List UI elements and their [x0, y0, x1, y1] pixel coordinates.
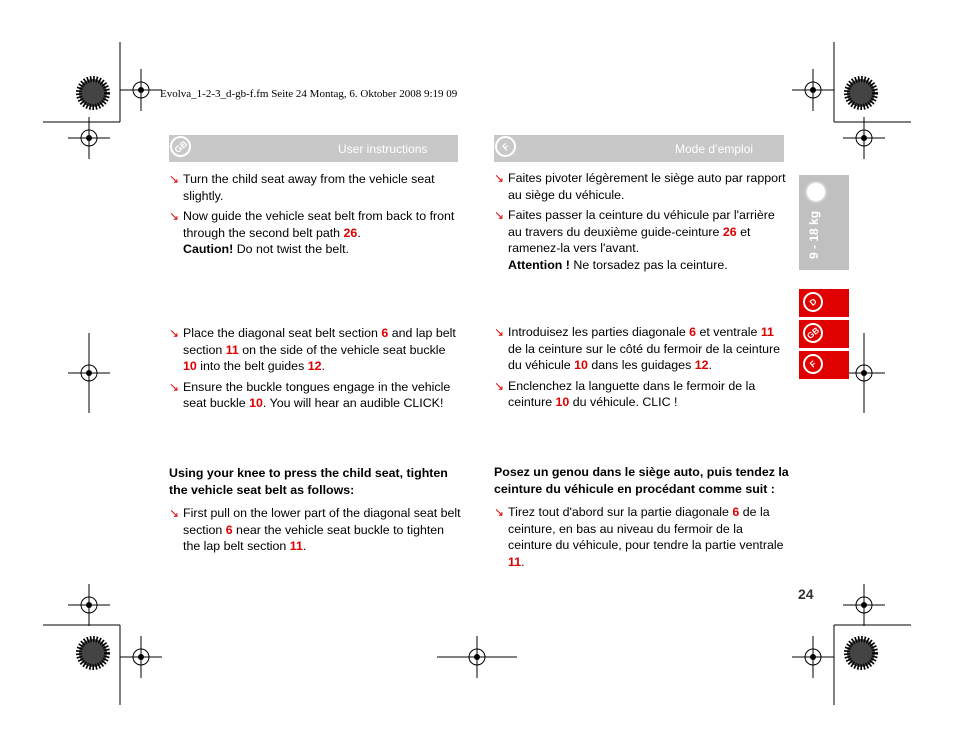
section-title: Mode d’emploi — [675, 142, 754, 156]
language-badge-gb: GB — [799, 319, 827, 347]
arrow-bullet-icon: ↘ — [494, 505, 505, 519]
page-number: 24 — [798, 586, 814, 602]
arrow-bullet-icon: ↘ — [169, 172, 180, 186]
weight-group-label: 9 - 18 kg — [807, 210, 821, 259]
file-info: Evolva_1-2-3_d-gb-f.fm Seite 24 Montag, 6. Oktober 2008 9:19 09 — [160, 88, 458, 100]
lang-tab-gb[interactable] — [799, 320, 849, 348]
arrow-bullet-icon: ↘ — [169, 506, 180, 520]
language-badge-d: D — [799, 288, 827, 316]
caution-label: Caution! — [183, 242, 234, 257]
instructions-block-2-gb — [169, 325, 459, 416]
arrow-bullet-icon: ↘ — [494, 378, 505, 393]
instructions-block-2-f — [494, 324, 786, 415]
arrow-bullet-icon: ↘ — [169, 209, 180, 224]
list-item: ↘ Enclenchez la languette dans le fermoir de la ceinture 10 du véhicule. CLIC ! — [494, 378, 756, 410]
arrow-bullet-icon: ↘ — [494, 171, 505, 185]
list-item: ↘ Introduisez les parties diagonale 6 et ventrale 11 de la ceinture sur le côté du fermoir de la ceinture du véhicule 10 dans les guidages 12. — [494, 325, 781, 373]
instructions-block-3-f — [494, 464, 789, 574]
arrow-bullet-icon: ↘ — [494, 325, 505, 339]
language-badge-f: F — [799, 350, 827, 378]
instructions-block-1-f — [494, 170, 786, 278]
section-title: User instructions — [338, 142, 428, 156]
list-item: ↘ Faites passer la ceinture du véhicule par l'arrière au travers du deuxième guide-ceinture 26 et ramenez-la vers l'avant. Attention ! Ne torsadez pas la ceinture. — [494, 208, 775, 272]
arrow-bullet-icon: ↘ — [169, 326, 180, 340]
instructions-block-3-gb — [169, 465, 461, 559]
weight-group-tab — [799, 175, 849, 270]
lang-tab-d[interactable] — [799, 289, 849, 317]
baby-face-icon — [805, 181, 827, 203]
list-item: ↘ Faites pivoter légèrement le siège auto par rapport au siège du véhicule. — [494, 171, 786, 202]
section-heading: Using your knee to press the child seat, tighten the vehicle seat belt as follows: — [169, 466, 448, 497]
lang-tab-f[interactable] — [799, 351, 849, 379]
caution-label: Attention ! — [508, 257, 570, 272]
language-badge-gb: GB — [166, 132, 196, 162]
list-item: ↘ Now guide the vehicle seat belt from back to front through the second belt path 26. Caution! Do not twist the belt. — [169, 209, 455, 257]
arrow-bullet-icon: ↘ — [494, 208, 505, 223]
section-header-f — [494, 135, 784, 162]
list-item: ↘ First pull on the lower part of the diagonal seat belt section 6 near the vehicle seat buckle to tighten the lap belt section 11. — [169, 506, 461, 554]
list-item: ↘ Place the diagonal seat belt section 6 and lap belt section 11 on the side of the vehicle seat buckle 10 into the belt guides 12. — [169, 326, 456, 374]
list-item: ↘ Tirez tout d'abord sur la partie diagonale 6 de la ceinture, en bas au niveau du fermoir de la ceinture du véhicule, pour tendre la partie ventrale 11. — [494, 505, 784, 569]
language-badge-f: F — [491, 132, 521, 162]
list-item: ↘ Ensure the buckle tongues engage in the vehicle seat buckle 10. You will hear an audible CLICK! — [169, 379, 451, 411]
arrow-bullet-icon: ↘ — [169, 379, 180, 394]
section-header-gb — [169, 135, 458, 162]
section-heading: Posez un genou dans le siège auto, puis tendez la ceinture du véhicule en procédant comme suit : — [494, 465, 789, 496]
list-item: ↘ Turn the child seat away from the vehicle seat slightly. — [169, 172, 435, 203]
instructions-block-1-gb — [169, 171, 459, 262]
